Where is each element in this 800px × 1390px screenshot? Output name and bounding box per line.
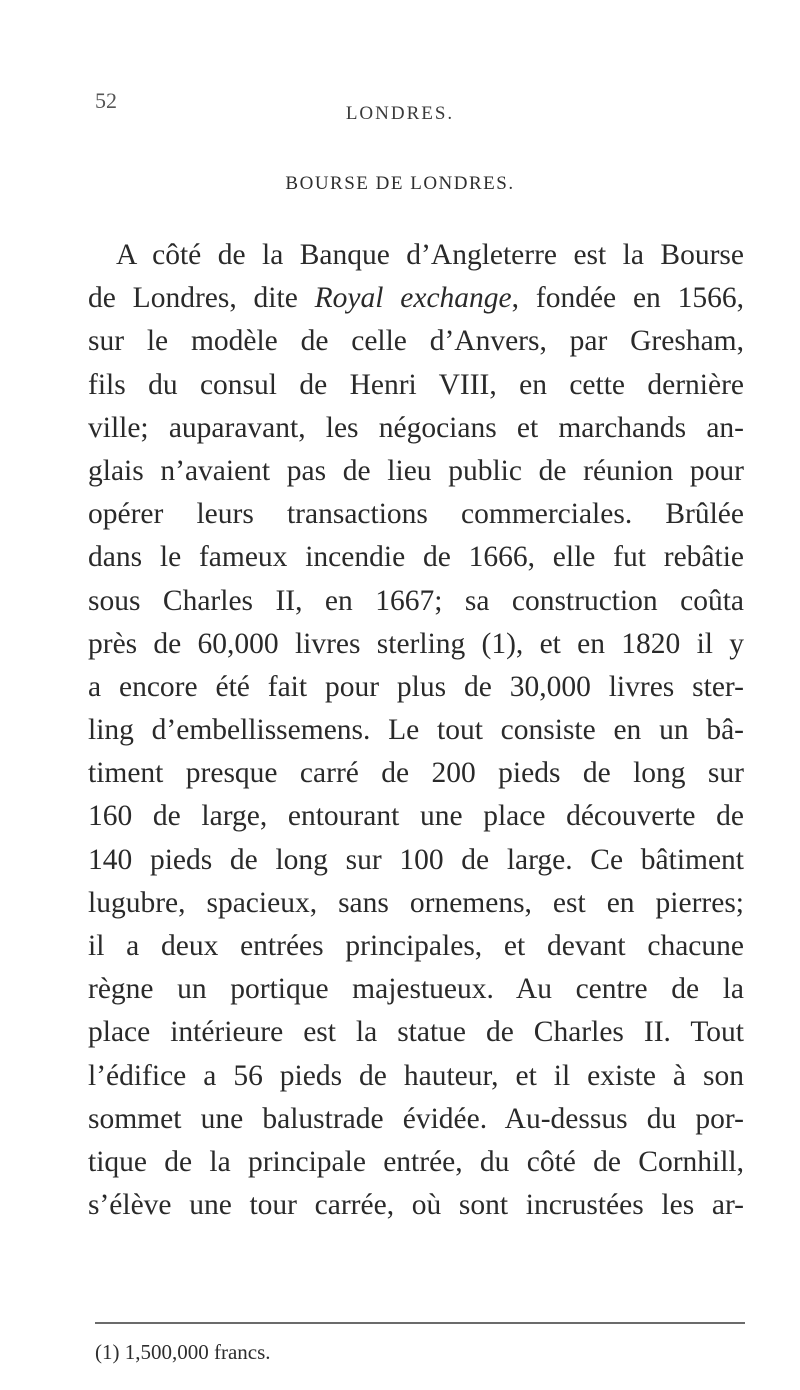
text-line xyxy=(88,493,744,536)
text-run: règne un portique majestueux. Au centre de la xyxy=(88,973,744,1006)
text-run: sous Charles II, en 1667; sa construction coûta xyxy=(88,584,744,617)
text-line xyxy=(88,752,744,795)
italic-term: Royal exchange xyxy=(314,282,512,315)
text-line xyxy=(88,882,744,925)
text-line xyxy=(88,1011,744,1054)
text-run: fils du consul de Henri VIII, en cette dernière xyxy=(88,368,744,401)
text-run: ling d’embellissemens. Le tout consiste en un bâ- xyxy=(88,714,744,747)
text-run: A côté de la Banque d’Angleterre est la Bourse xyxy=(116,239,744,271)
text-run: l’édifice a 56 pieds de hauteur, et il existe à son xyxy=(88,1059,744,1092)
text-line xyxy=(88,1141,744,1184)
text-run: 140 pieds de long sur 100 de large. Ce bâtiment xyxy=(88,843,744,876)
text-line xyxy=(88,1098,744,1141)
page-number: 52 xyxy=(95,88,117,113)
text-run: opérer leurs transactions commerciales. Brûlée xyxy=(88,498,744,531)
text-run: sommet une balustrade évidée. Au-dessus du por- xyxy=(88,1102,744,1135)
text-line xyxy=(88,1055,744,1098)
text-run: , fondée en 1566, xyxy=(511,282,745,315)
text-line xyxy=(88,450,744,493)
text-run: glais n’avaient pas de lieu public de réunion pour xyxy=(88,454,744,487)
text-run: ville; auparavant, les négocians et marchands an- xyxy=(88,411,744,444)
text-run: sur le modèle de celle d’Anvers, par Gresham, xyxy=(88,325,744,358)
text-line xyxy=(88,839,744,882)
text-run: a encore été fait pour plus de 30,000 livres ster- xyxy=(88,670,744,703)
text-run: dans le fameux incendie de 1666, elle fut rebâtie xyxy=(88,541,744,574)
text-run: tique de la principale entrée, du côté de Cornhill, xyxy=(88,1145,744,1178)
text-run: s’élève une tour carrée, où sont incrustées les ar- xyxy=(88,1189,744,1222)
text-run: lugubre, spacieux, sans ornemens, est en pierres; xyxy=(88,886,744,919)
text-line xyxy=(88,364,744,407)
text-line xyxy=(88,795,744,838)
text-run: timent presque carré de 200 pieds de long sur xyxy=(88,757,744,790)
text-line xyxy=(88,536,744,579)
text-run: place intérieure est la statue de Charles II. Tout xyxy=(88,1016,744,1049)
text-line xyxy=(88,580,744,623)
text-line xyxy=(88,709,744,752)
text-line xyxy=(88,623,744,666)
text-line xyxy=(88,925,744,968)
text-line xyxy=(88,968,744,1011)
text-line xyxy=(88,666,744,709)
text-run: de Londres, dite xyxy=(88,282,315,315)
text-line xyxy=(88,1184,744,1227)
running-title: LONDRES. xyxy=(345,103,455,124)
footnote-divider xyxy=(95,1322,745,1324)
text-run: il a deux entrées principales, et devant chacune xyxy=(88,930,744,962)
text-line xyxy=(88,277,744,320)
text-run: 160 de large, entourant une place découverte de xyxy=(88,800,744,833)
footnote: (1) 1,500,000 francs. xyxy=(95,1340,271,1364)
text-line xyxy=(88,234,744,277)
body-paragraph xyxy=(88,234,744,1227)
text-line xyxy=(88,320,744,363)
text-line xyxy=(88,407,744,450)
text-run: près de 60,000 livres sterling (1), et en 1820 il y xyxy=(88,627,744,660)
section-title: BOURSE DE LONDRES. xyxy=(285,173,515,194)
